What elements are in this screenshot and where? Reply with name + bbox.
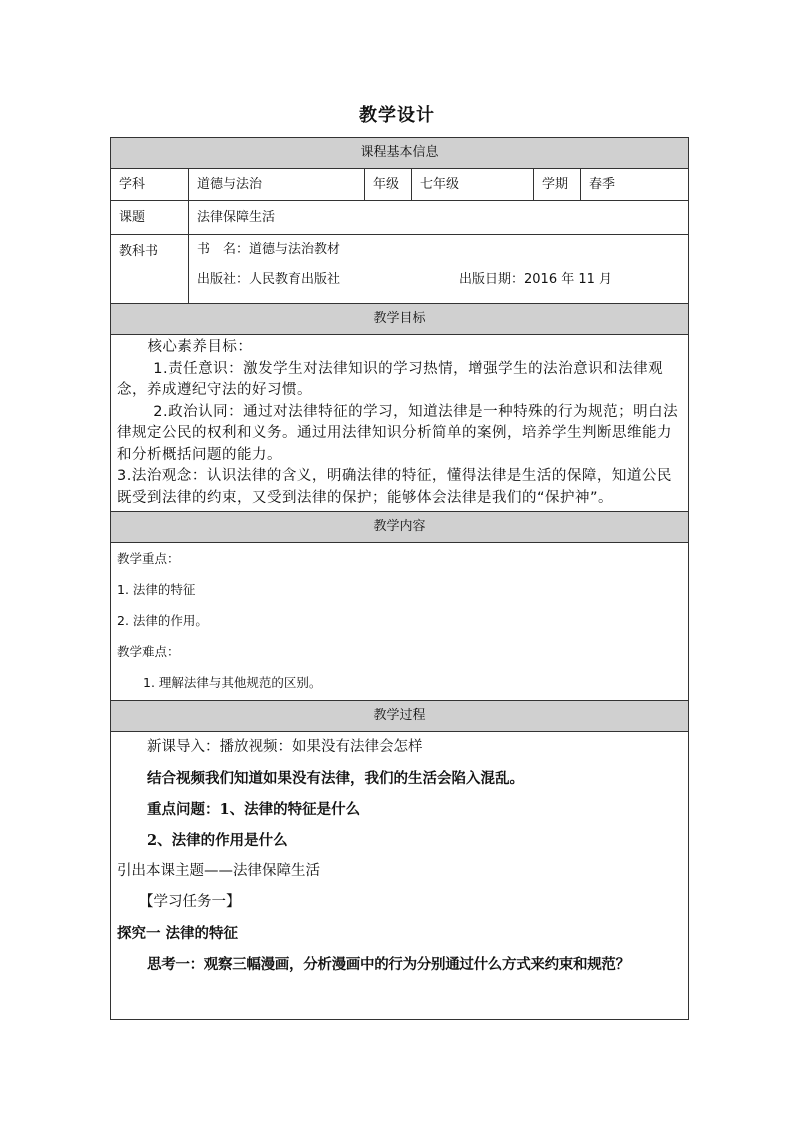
document-title: 教学设计 [359, 105, 435, 126]
key-point-item: 2. 法律的作用。 [117, 613, 208, 628]
objective-3: 3.法治观念：认识法律的含义，明确法律的特征，懂得法律是生活的保障，知道公民既受到法律的约束，又受到法律的保护；能够体会法律是我们的“保护神”。 [117, 468, 672, 506]
publisher-line [189, 265, 688, 295]
publish-date: 出版日期：2016 年 11 月 [459, 272, 613, 287]
textbook-info [189, 235, 689, 304]
process-header: 教学过程 [111, 701, 689, 732]
process-body [111, 732, 689, 1020]
process-intro: 新课导入：播放视频：如果没有法律会怎样 [147, 739, 423, 755]
process-key-question-1: 重点问题：1、法律的特征是什么 [147, 801, 361, 818]
content-body [111, 543, 689, 701]
process-think-1: 思考一：观察三幅漫画，分析漫画中的行为分别通过什么方式来约束和规范？ [147, 956, 630, 973]
difficulty-item: 1. 理解法律与其他规范的区别。 [143, 675, 322, 690]
subject-value: 道德与法治 [189, 169, 365, 201]
grade-value: 七年级 [412, 169, 534, 201]
content-header: 教学内容 [111, 512, 689, 543]
difficulty-label: 教学难点： [117, 644, 180, 659]
objectives-body [111, 335, 689, 512]
process-summary: 结合视频我们知道如果没有法律，我们的生活会陷入混乱。 [147, 770, 524, 787]
key-points-label: 教学重点： [117, 551, 180, 566]
grade-label: 年级 [365, 169, 412, 201]
objective-intro: 核心素养目标： [147, 339, 253, 355]
topic-label: 课题 [111, 201, 189, 235]
publisher: 出版社：人民教育出版社 [197, 272, 341, 287]
objectives-header: 教学目标 [111, 304, 689, 335]
key-point-item: 1. 法律的特征 [117, 582, 196, 597]
objective-1: 1.责任意识：激发学生对法律知识的学习热情，增强学生的法治意识和法律观念，养成遵纪守法的好习惯。 [117, 360, 664, 398]
subject-label: 学科 [111, 169, 189, 201]
term-label: 学期 [534, 169, 581, 201]
book-name: 书 名：道德与法治教材 [197, 242, 341, 257]
process-explore-1: 探究一 法律的特征 [117, 925, 239, 942]
term-value: 春季 [581, 169, 689, 201]
process-task-1: 【学习任务一】 [139, 894, 241, 910]
process-topic: 引出本课主题——法律保障生活 [117, 863, 320, 879]
objective-2: 2.政治认同：通过对法律特征的学习，知道法律是一种特殊的行为规范；明白法律规定公民的权利和义务。通过用法律知识分析简单的案例，培养学生判断思维能力和分析概括问题的能力。 [117, 403, 679, 463]
topic-value: 法律保障生活 [189, 201, 689, 235]
book-name-line [189, 235, 688, 265]
lesson-plan-table [110, 137, 689, 1020]
process-key-question-2: 2、法律的作用是什么 [147, 832, 288, 849]
basic-info-header: 课程基本信息 [111, 138, 689, 169]
textbook-label: 教科书 [111, 235, 189, 304]
